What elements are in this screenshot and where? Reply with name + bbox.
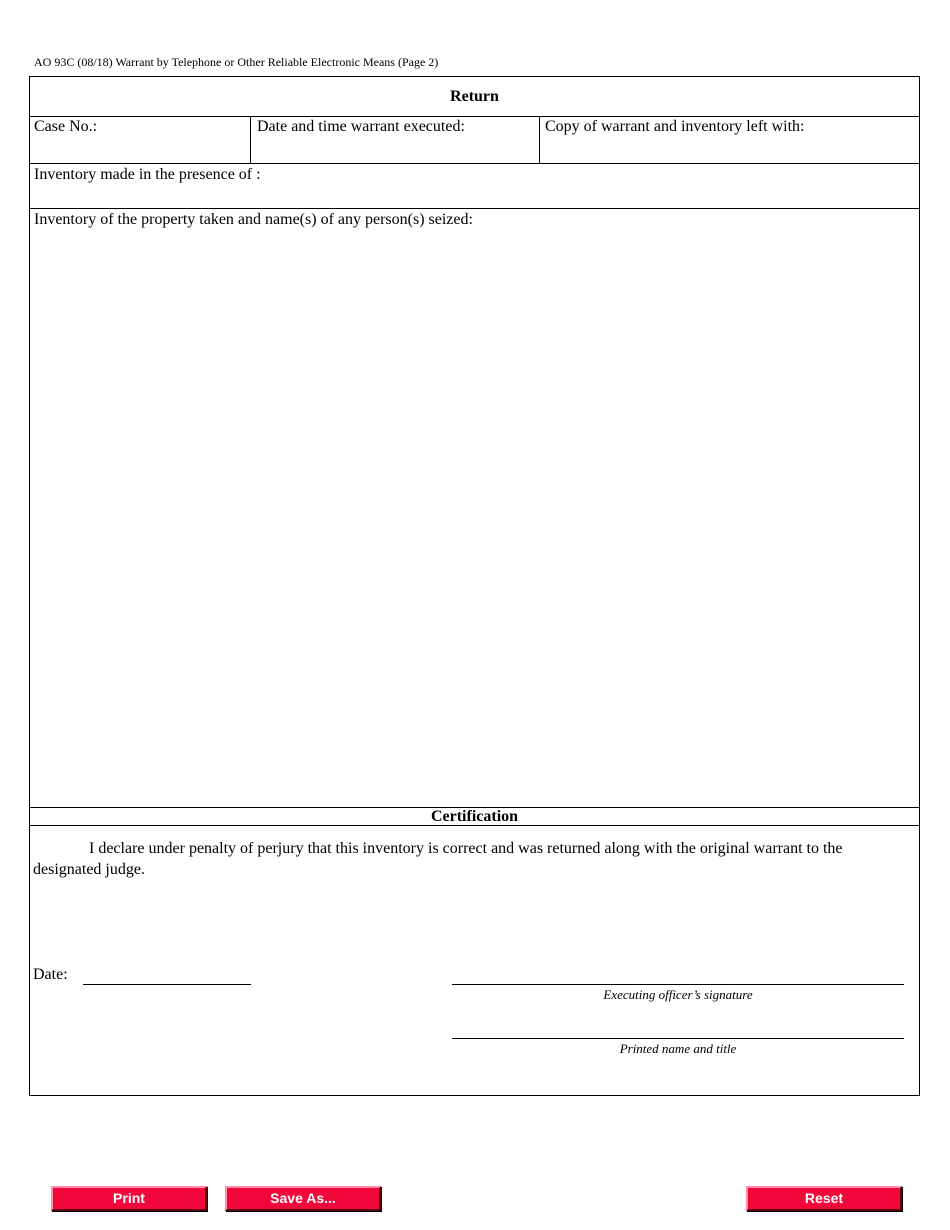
certification-title: Certification	[430, 808, 519, 825]
declaration-text: I declare under penalty of perjury that this inventory is correct and was returned along with the original warrant to the designated judge.	[33, 840, 843, 878]
print-button[interactable]: Print	[51, 1186, 207, 1211]
divider	[250, 116, 251, 163]
divider	[30, 825, 919, 826]
copy-left-with-field[interactable]	[545, 139, 914, 161]
presence-label: Inventory made in the presence of :	[34, 166, 261, 183]
inventory-field[interactable]	[34, 235, 914, 805]
copy-left-with-label: Copy of warrant and inventory left with:	[545, 118, 805, 135]
date-underline	[83, 984, 251, 985]
divider	[539, 116, 540, 163]
return-form	[29, 76, 920, 1096]
return-title: Return	[450, 88, 499, 105]
date-executed-field[interactable]	[257, 139, 537, 161]
printed-name-caption: Printed name and title	[619, 1041, 737, 1056]
case-no-label: Case No.:	[34, 118, 98, 135]
signature-line	[452, 984, 904, 985]
form-header: AO 93C (08/18) Warrant by Telephone or Other Reliable Electronic Means (Page 2)	[34, 55, 439, 69]
save-as-button[interactable]: Save As...	[225, 1186, 381, 1211]
certification-date-field[interactable]	[84, 964, 254, 986]
case-no-field[interactable]	[34, 139, 248, 161]
inventory-label: Inventory of the property taken and name(s) of any person(s) seized:	[34, 211, 473, 228]
divider	[30, 116, 919, 117]
date-executed-label: Date and time warrant executed:	[257, 118, 465, 135]
divider	[30, 208, 919, 209]
printed-name-field[interactable]	[454, 1017, 906, 1039]
date-label: Date:	[33, 966, 68, 983]
reset-button[interactable]: Reset	[746, 1186, 902, 1211]
divider	[30, 163, 919, 164]
signature-caption: Executing officer’s signature	[603, 987, 753, 1002]
presence-field[interactable]	[280, 166, 914, 188]
printed-name-line	[452, 1038, 904, 1039]
